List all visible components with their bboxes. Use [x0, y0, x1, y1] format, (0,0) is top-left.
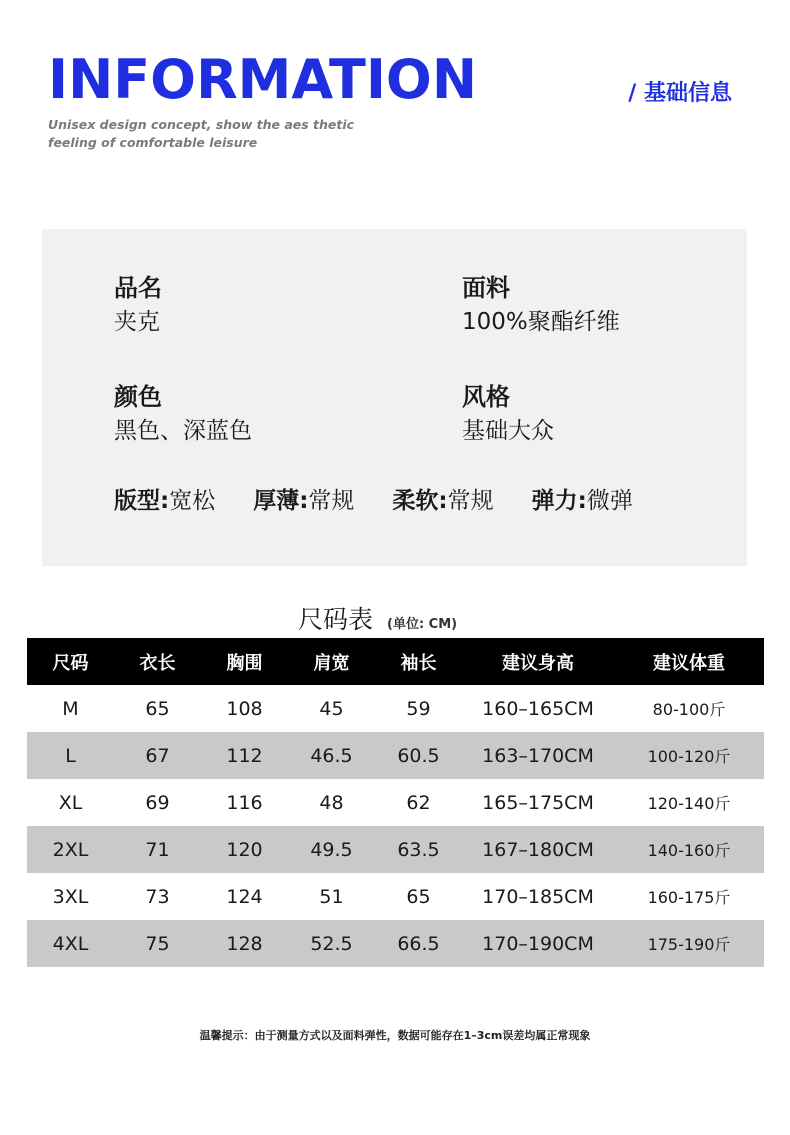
cell-chest: 108: [226, 697, 263, 720]
cell-height: 167–180CM: [462, 826, 614, 873]
size-chart-unit: (单位: CM): [387, 617, 458, 632]
cell-shoulder: 46.5: [288, 732, 375, 779]
cell-sleeve: 60.5: [375, 732, 462, 779]
size-chart-heading: 尺码表: [298, 605, 374, 634]
table-row: [27, 826, 764, 873]
attribute-row: [114, 484, 671, 518]
cell-height: 160–165CM: [482, 697, 594, 720]
header-length: 衣长: [114, 638, 201, 685]
header-chest: 胸围: [201, 638, 288, 685]
description-line-1: Unisex design concept, show the aes thetic: [48, 117, 355, 132]
attr-thickness-label: 厚薄:: [253, 488, 309, 514]
color-block: [114, 380, 252, 448]
cell-sleeve: 62: [406, 791, 431, 814]
size-table: [27, 638, 764, 967]
cell-weight: 120-140斤: [647, 794, 731, 813]
cell-chest: 116: [226, 791, 263, 814]
cell-length: 67: [114, 732, 201, 779]
header-height: 建议身高: [462, 638, 614, 685]
table-row: [27, 732, 764, 779]
attr-elasticity-label: 弹力:: [531, 488, 587, 514]
attr-softness-label: 柔软:: [392, 488, 448, 514]
header-shoulder: 肩宽: [288, 638, 375, 685]
table-row: [27, 685, 764, 732]
cell-chest: 112: [201, 732, 288, 779]
table-row: [27, 873, 764, 920]
cell-weight: 100-120斤: [614, 732, 764, 779]
cell-weight: 140-160斤: [614, 826, 764, 873]
cell-height: 163–170CM: [462, 732, 614, 779]
attr-thickness-value: 常规: [308, 488, 355, 514]
cell-length: 75: [114, 920, 201, 967]
cell-size: XL: [58, 791, 83, 814]
product-name-value: 夹克: [114, 309, 160, 335]
cell-size: M: [62, 697, 79, 720]
attr-fit-label: 版型:: [114, 488, 170, 514]
fabric-block: [462, 271, 620, 339]
color-value: 黑色、深蓝色: [114, 418, 252, 444]
attr-thickness: [253, 484, 354, 518]
cell-height: 170–185CM: [482, 885, 594, 908]
cell-chest: 120: [201, 826, 288, 873]
attr-fit: [114, 484, 215, 518]
cell-height: 165–175CM: [482, 791, 594, 814]
description-line-2: feeling of comfortable leisure: [48, 135, 258, 150]
cell-size: 3XL: [52, 885, 89, 908]
fabric-label: 面料: [462, 274, 510, 302]
cell-height: 170–190CM: [462, 920, 614, 967]
cell-shoulder: 52.5: [288, 920, 375, 967]
cell-length: 69: [145, 791, 170, 814]
cell-size: 4XL: [27, 920, 114, 967]
cell-sleeve: 65: [406, 885, 431, 908]
product-name-block: [114, 271, 162, 339]
cell-weight: 160-175斤: [647, 888, 731, 907]
cell-sleeve: 59: [406, 697, 431, 720]
cell-chest: 128: [201, 920, 288, 967]
color-label: 颜色: [114, 383, 162, 411]
section-subtitle: / 基础信息: [628, 81, 732, 106]
fabric-value: 100%聚酯纤维: [462, 309, 620, 335]
attr-softness: [392, 484, 493, 518]
header-sleeve: 袖长: [375, 638, 462, 685]
cell-weight: 175-190斤: [614, 920, 764, 967]
header-description: [48, 116, 354, 152]
product-info-panel: [42, 229, 747, 566]
cell-weight: 80-100斤: [652, 700, 726, 719]
cell-size: 2XL: [27, 826, 114, 873]
cell-length: 71: [114, 826, 201, 873]
cell-length: 65: [145, 697, 170, 720]
style-value: 基础大众: [462, 418, 554, 444]
cell-sleeve: 66.5: [375, 920, 462, 967]
cell-length: 73: [145, 885, 170, 908]
header-weight: 建议体重: [614, 638, 764, 685]
cell-chest: 124: [226, 885, 263, 908]
table-row: [27, 779, 764, 826]
table-header-row: [27, 638, 764, 685]
product-name-label: 品名: [114, 274, 162, 302]
cell-shoulder: 51: [319, 885, 344, 908]
table-row: [27, 920, 764, 967]
page-title: INFORMATION: [48, 48, 478, 111]
cell-shoulder: 49.5: [288, 826, 375, 873]
cell-shoulder: 48: [319, 791, 344, 814]
style-label: 风格: [462, 383, 510, 411]
attr-fit-value: 宽松: [169, 488, 216, 514]
size-chart-title: [298, 600, 457, 636]
header-size: 尺码: [27, 638, 114, 685]
attr-elasticity-value: 微弹: [586, 488, 633, 514]
cell-size: L: [27, 732, 114, 779]
attr-softness-value: 常规: [447, 488, 494, 514]
style-block: [462, 380, 554, 448]
attr-elasticity: [532, 484, 633, 518]
measurement-note: 温馨提示：由于测量方式以及面料弹性，数据可能存在1–3cm误差均属正常现象: [199, 1029, 591, 1042]
cell-shoulder: 45: [319, 697, 344, 720]
cell-sleeve: 63.5: [375, 826, 462, 873]
